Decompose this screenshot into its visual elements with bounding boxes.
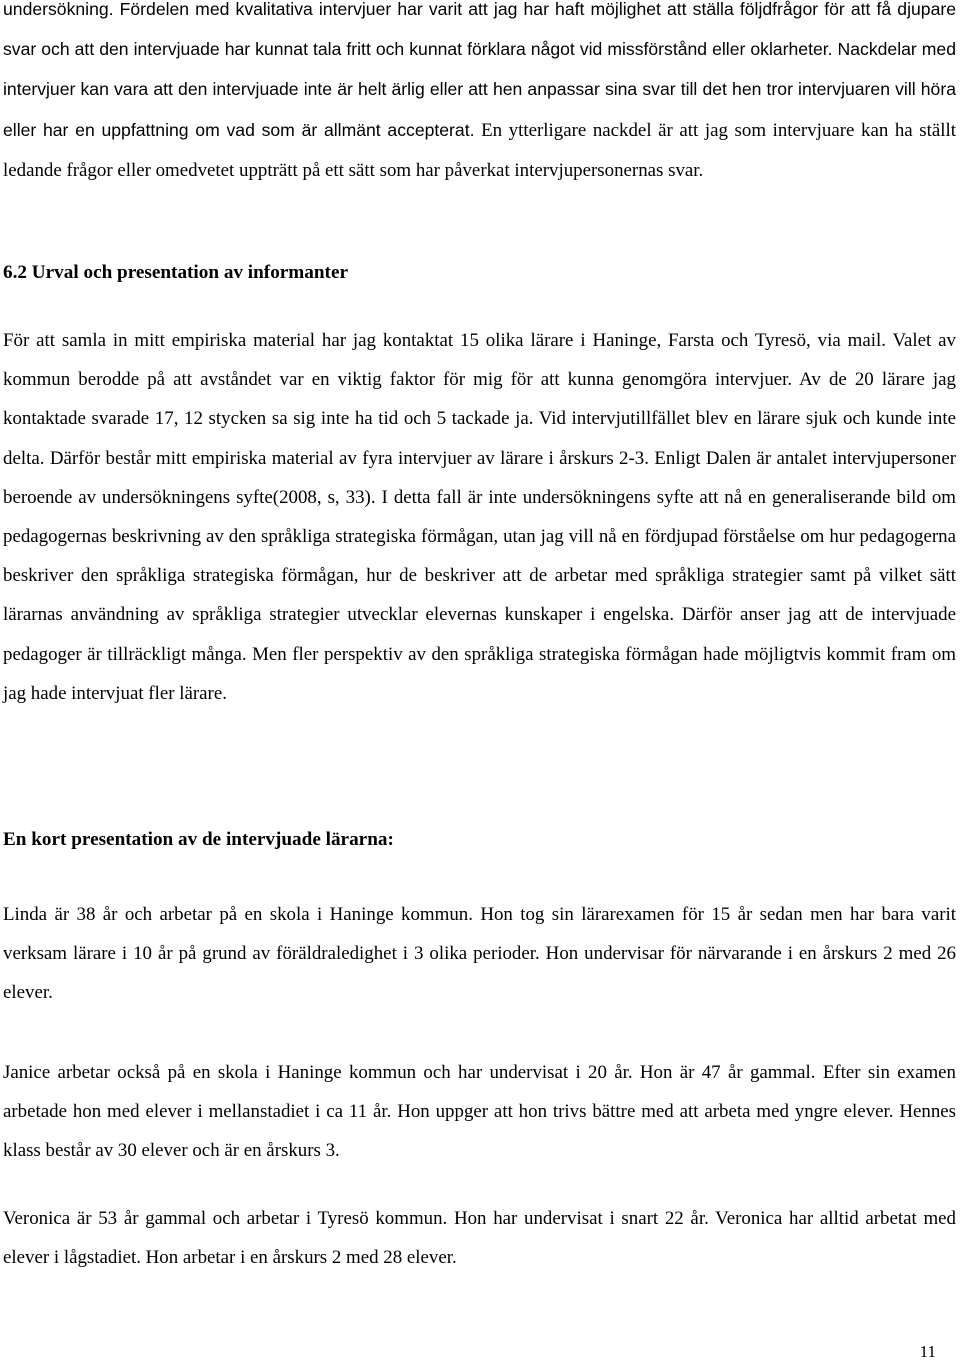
- section-heading: 6.2 Urval och presentation av informanter: [3, 262, 348, 283]
- section-paragraph: För att samla in mitt empiriska material har jag kontaktat 15 olika lärare i Haninge, Farsta och Tyresö, via mail. Valet av kommun berodde på att avståndet var en viktig faktor för mig för att kunna genomgöra intervjuer. Av de 20 lärare jag kontaktade svarade 17, 12 stycken sa sig inte ha tid och 5 tackade ja. Vid intervjutillfället blev en lärare sjuk och kunde inte delta. Därför består mitt empiriska material av fyra intervjuer av lärare i årskurs 2-3. Enligt Dalen är antalet intervjupersoner beroende av undersökningens syfte(2008, s, 33). I detta fall är inte undersökningens syfte att nå en generaliserande bild om pedagogernas beskrivning av den språkliga strategiska förmågan, utan jag vill nå en fördjupad förståelse om hur pedagogerna beskriver den språkliga strategiska förmågan, hur de beskriver att de arbetar med språkliga strategier samt på vilket sätt lärarnas användning av språkliga strategier utvecklar elevernas kunskaper i engelska. Därför anser jag att de intervjuade pedagoger är tillräckligt många. Men fler perspektiv av den språkliga strategiska förmågan hade möjligtvis kommit fram om jag hade intervjuat fler lärare.: [3, 330, 956, 704]
- teacher-paragraph-veronica: Veronica är 53 år gammal och arbetar i Tyresö kommun. Hon har undervisat i snart 22 år. Veronica har alltid arbetat med elever i lågstadiet. Hon arbetar i en årskurs 2 med 28 elever.: [3, 1208, 956, 1269]
- intro-paragraph-serif-text: En ytterligare nackdel är att jag som intervjuare kan ha ställt ledande frågor eller omedvetet uppträtt på ett sätt som har påverkat intervjupersonernas svar.: [3, 119, 956, 181]
- intro-paragraph-sans-text: undersökning. Fördelen med kvalitativa intervjuer har varit att jag har haft möjlighet att ställa följdfrågor för att få djupare svar och att den intervjuade har kunnat tala fritt och kunnat förklara något vid missförstånd eller oklarheter. Nackdelar med intervjuer kan vara att den intervjuade inte är helt ärlig eller att hen anpassar sina svar till det hen tror intervjuaren vill höra eller har en uppfattning om vad som är allmänt accepterat.: [3, 0, 956, 140]
- sub-heading: En kort presentation av de intervjuade lärarna:: [3, 829, 394, 850]
- intro-paragraph: [3, 0, 956, 191]
- teacher-paragraph-linda: Linda är 38 år och arbetar på en skola i Haninge kommun. Hon tog sin lärarexamen för 15 år sedan men har bara varit verksam lärare i 10 år på grund av föräldraledighet i 3 olika perioder. Hon undervisar för närvarande i en årskurs 2 med 26 elever.: [3, 904, 956, 1004]
- page-number: 11: [919, 1342, 936, 1361]
- teacher-paragraph-janice: Janice arbetar också på en skola i Haninge kommun och har undervisat i 20 år. Hon är 47 år gammal. Efter sin examen arbetade hon med elever i mellanstadiet i ca 11 år. Hon uppger att hon trivs bättre med att arbeta med yngre elever. Hennes klass består av 30 elever och är en årskurs 3.: [3, 1062, 956, 1162]
